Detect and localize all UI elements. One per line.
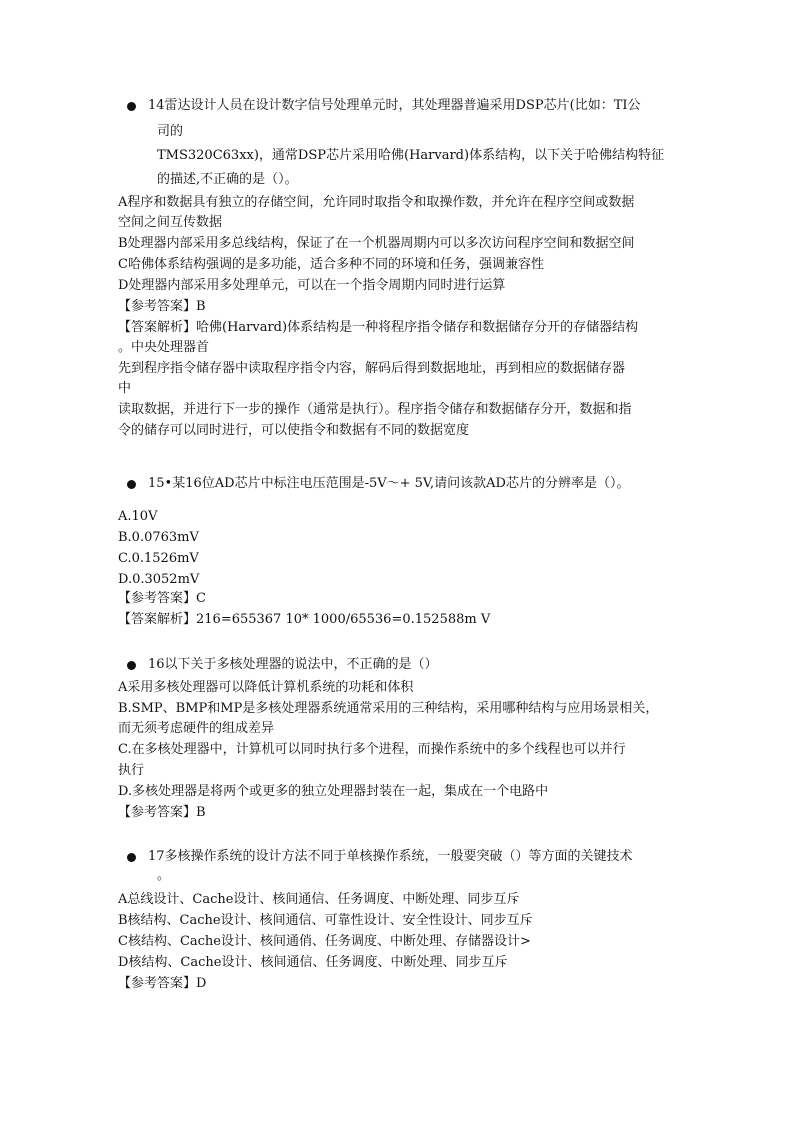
q14-analysis: 读取数据，并进行下一步的操作（通常是执行）。程序指令储存和数据储存分开，数据和指: [118, 402, 632, 417]
q16-option-c: 执行: [118, 763, 145, 778]
q14-option-a: 空间之间互传数据: [118, 215, 223, 230]
q16-title: 16以下关于多核处理器的说法中，不正确的是（）: [148, 657, 438, 672]
q15-title: 15•某16位AD芯片中标注电压范围是-5V〜+ 5V,请问该款AD芯片的分辨率是（）。: [148, 476, 630, 491]
q17-title: 17多核操作系统的设计方法不同于单核操作系统，一般要突破（）等方面的关键技术: [148, 849, 633, 864]
q14-answer: 【参考答案】B: [118, 299, 206, 314]
bullet-icon: [127, 480, 136, 489]
q14-title-line: TMS320C63xx)，通常DSP芯片采用哈佛(Harvard)体系结构，以下关于哈佛结构特征: [157, 148, 665, 163]
q17-option-b: B核结构、Cache设计、核间通信、可靠性设计、安全性设计、同步互斥: [118, 913, 533, 928]
q15-analysis: 【答案解析】216=655367 10* 1000/65536=0.152588m V: [118, 612, 491, 627]
q15-answer: 【参考答案】C: [118, 591, 206, 606]
q16-option-c: C.在多核处理器中，计算机可以同时执行多个进程，而操作系统中的多个线程也可以并行: [118, 742, 626, 757]
q14-analysis: 令的储存可以同时进行，可以使指令和数据有不同的数据宽度: [118, 423, 470, 438]
q14-option-c: C哈佛体系结构强调的是多功能，适合多种不同的环境和任务，强调兼容性: [118, 257, 544, 272]
q15-option-a: A.10V: [118, 509, 158, 524]
q16-option-d: D.多核处理器是将两个或更多的独立处理器封装在一起，集成在一个电路中: [118, 784, 549, 799]
q15-option-b: B.0.0763mV: [118, 530, 199, 545]
q16-option-b: B.SMP、BMP和MP是多核处理器系统通常采用的三种结构，采用哪种结构与应用场景相关，: [118, 701, 659, 716]
q14-title-line: 14雷达设计人员在设计数字信号处理单元时，其处理器普遍采用DSP芯片(比如：TI公: [148, 98, 641, 113]
q14-analysis: 【答案解析】哈佛(Harvard)体系结构是一种将程序指令储存和数据储存分开的存储器结构: [118, 320, 639, 335]
bullet-icon: [127, 853, 136, 862]
q14-title-line: 的描述,不正确的是（）。: [157, 172, 298, 187]
q14-option-b: B处理器内部采用多总线结构，保证了在一个机器周期内可以多次访问程序空间和数据空间: [118, 236, 635, 251]
q15-option-c: C.0.1526mV: [118, 551, 199, 566]
bullet-icon: [127, 661, 136, 670]
q14-analysis: 中: [118, 381, 132, 396]
q16-option-a: A采用多核处理器可以降低计算机系统的功耗和体积: [118, 680, 414, 695]
q14-option-a: A程序和数据具有独立的存储空间，允许同时取指令和取操作数，并允许在程序空间或数据: [118, 195, 635, 210]
q17-answer: 【参考答案】D: [118, 976, 207, 991]
bullet-icon: [127, 102, 136, 111]
q17-option-a: A总线设计、Cache设计、核间通信、任务调度、中断处理、同步互斥: [118, 892, 520, 907]
q15-option-d: D.0.3052mV: [118, 572, 200, 587]
q17-option-d: D核结构、Cache设计、核间通信、任务调度、中断处理、同步互斥: [118, 955, 508, 970]
q14-analysis: 。中央处理器首: [118, 340, 210, 355]
q16-answer: 【参考答案】B: [118, 805, 206, 820]
q16-option-b: 而无须考虑硬件的组成差异: [118, 721, 275, 736]
q14-title-line: 司的: [157, 124, 184, 139]
q17-title: 。: [157, 868, 171, 883]
q17-option-c: C核结构、Cache设计、核间通俏、任务调度、中断处理、存储器设计>: [118, 934, 531, 949]
q14-analysis: 先到程序指令储存器中读取程序指令内容，解码后得到数据地址，再到相应的数据储存器: [118, 361, 626, 376]
q14-option-d: D处理器内部采用多处理单元，可以在一个指令周期内同时进行运算: [118, 278, 506, 293]
